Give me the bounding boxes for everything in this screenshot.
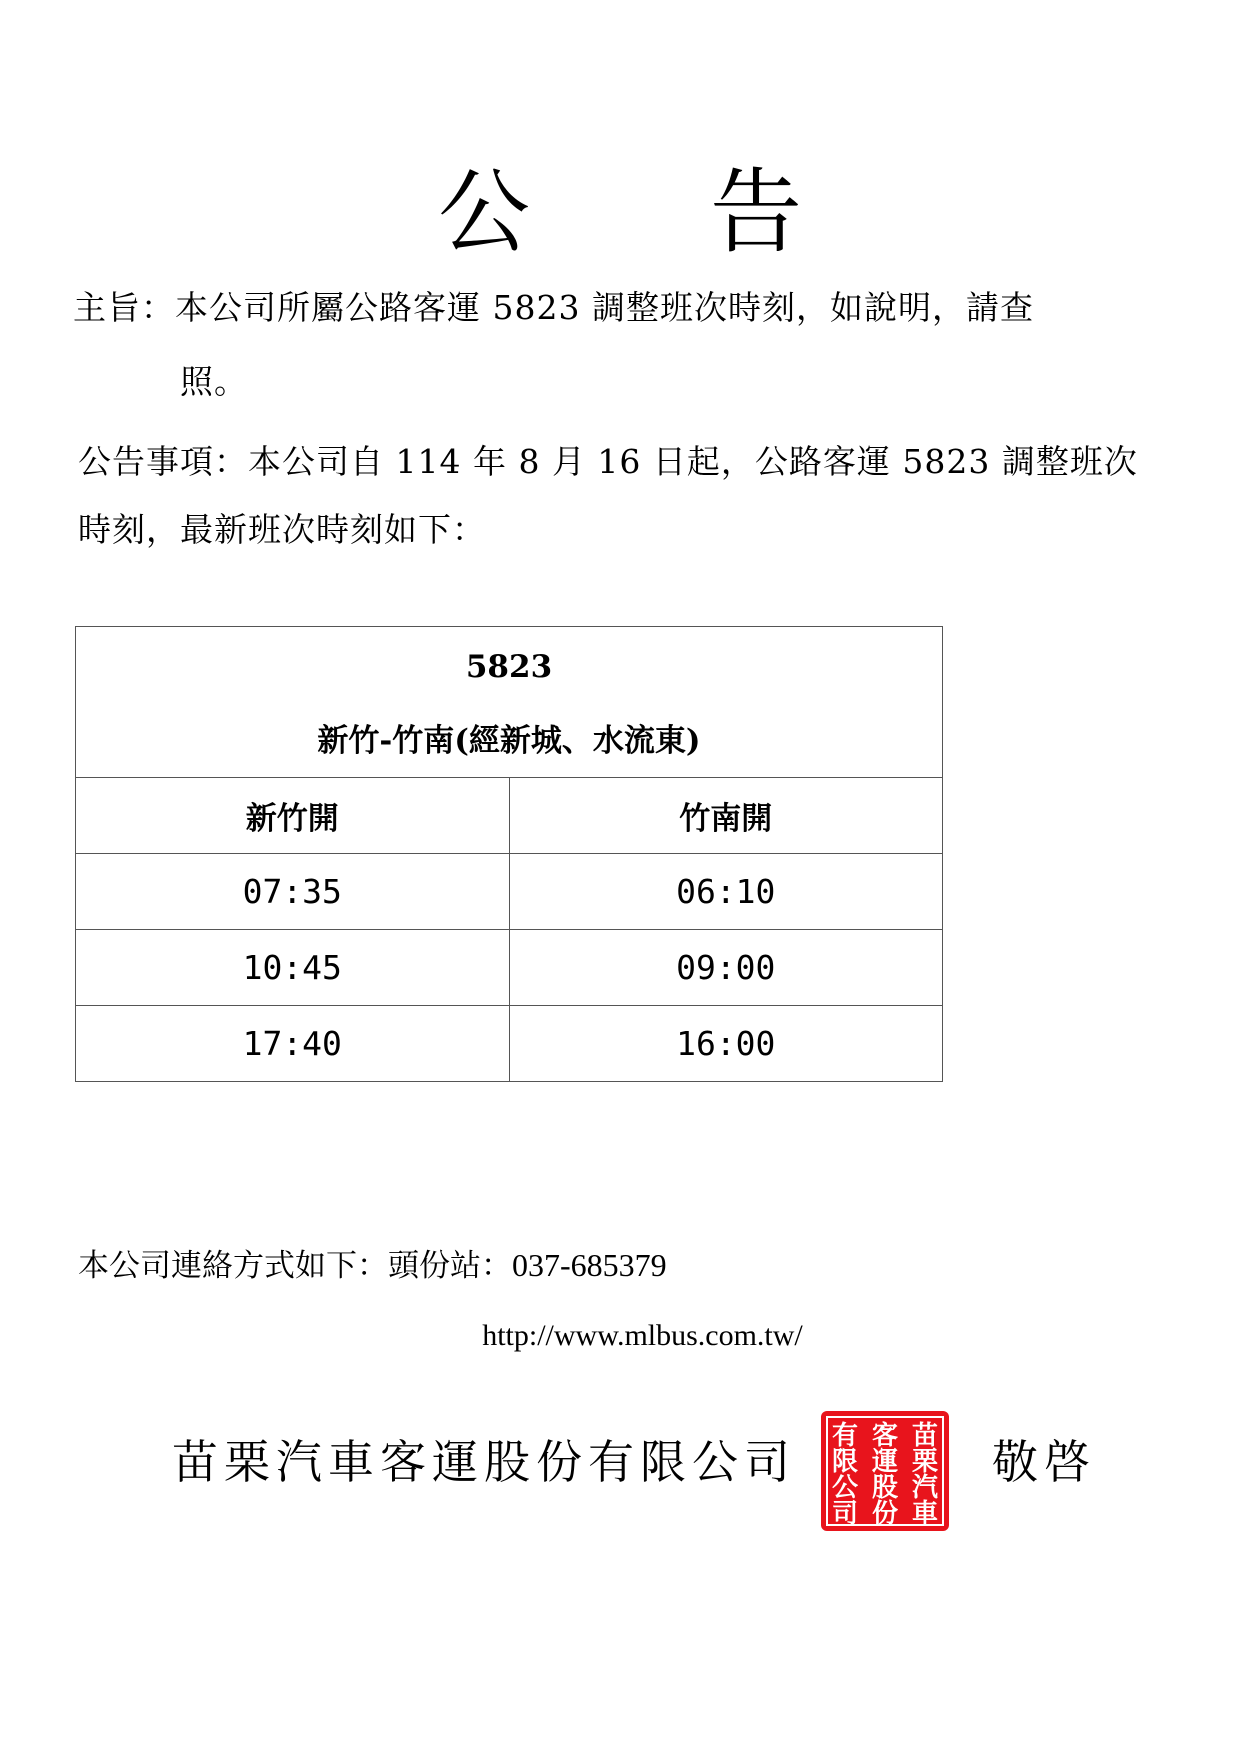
departure-time-cell: 16:00 [509,1006,943,1082]
svg-text:運: 運 [871,1447,899,1477]
title-char-2: 告 [710,159,803,266]
title-char-1: 公 [437,159,530,266]
svg-text:有: 有 [831,1421,859,1451]
departure-time-cell: 17:40 [76,1006,510,1082]
departure-time-cell: 10:45 [76,930,510,1006]
table-row [76,1006,943,1082]
svg-text:苗: 苗 [911,1421,939,1451]
departure-time-cell: 09:00 [509,930,943,1006]
company-seal-stamp [818,1408,952,1534]
closing-regards: 敬啓 [992,1435,1096,1489]
contact-phone: 037-685379 [512,1247,667,1283]
svg-text:股: 股 [871,1473,899,1503]
notice-line-2: 時刻，最新班次時刻如下： [78,510,486,549]
route-name: 新竹-竹南(經新城、水流東) [317,723,701,759]
contact-line [78,1245,667,1286]
company-name: 苗栗汽車客運股份有限公司 [172,1435,796,1489]
svg-text:司: 司 [831,1499,859,1529]
departure-time-cell: 06:10 [509,854,943,930]
website-link[interactable]: http://www.mlbus.com.tw/ [482,1319,803,1352]
column-header-hsinchu: 新竹開 [76,778,510,854]
subject-line-1: 主旨：本公司所屬公路客運 5823 調整班次時刻，如說明，請查 [73,288,1034,327]
route-number: 5823 [465,649,553,685]
svg-text:栗: 栗 [911,1447,939,1477]
table-row [76,930,943,1006]
svg-text:限: 限 [831,1447,859,1477]
svg-text:公: 公 [831,1473,859,1503]
svg-text:份: 份 [871,1499,899,1529]
contact-label: 本公司連絡方式如下：頭份站： [78,1248,512,1284]
svg-text:車: 車 [911,1499,939,1529]
svg-text:汽: 汽 [911,1473,939,1503]
notice-line-1: 公告事項：本公司自 114 年 8 月 16 日起，公路客運 5823 調整班次 [78,442,1138,481]
svg-text:客: 客 [871,1421,899,1451]
departure-time-cell: 07:35 [76,854,510,930]
table-row [76,854,943,930]
route-header-cell [76,627,943,778]
notice-title [0,150,1240,266]
schedule-table [75,626,943,1082]
subject-line-2: 照。 [180,362,248,401]
column-header-zhunan: 竹南開 [509,778,943,854]
